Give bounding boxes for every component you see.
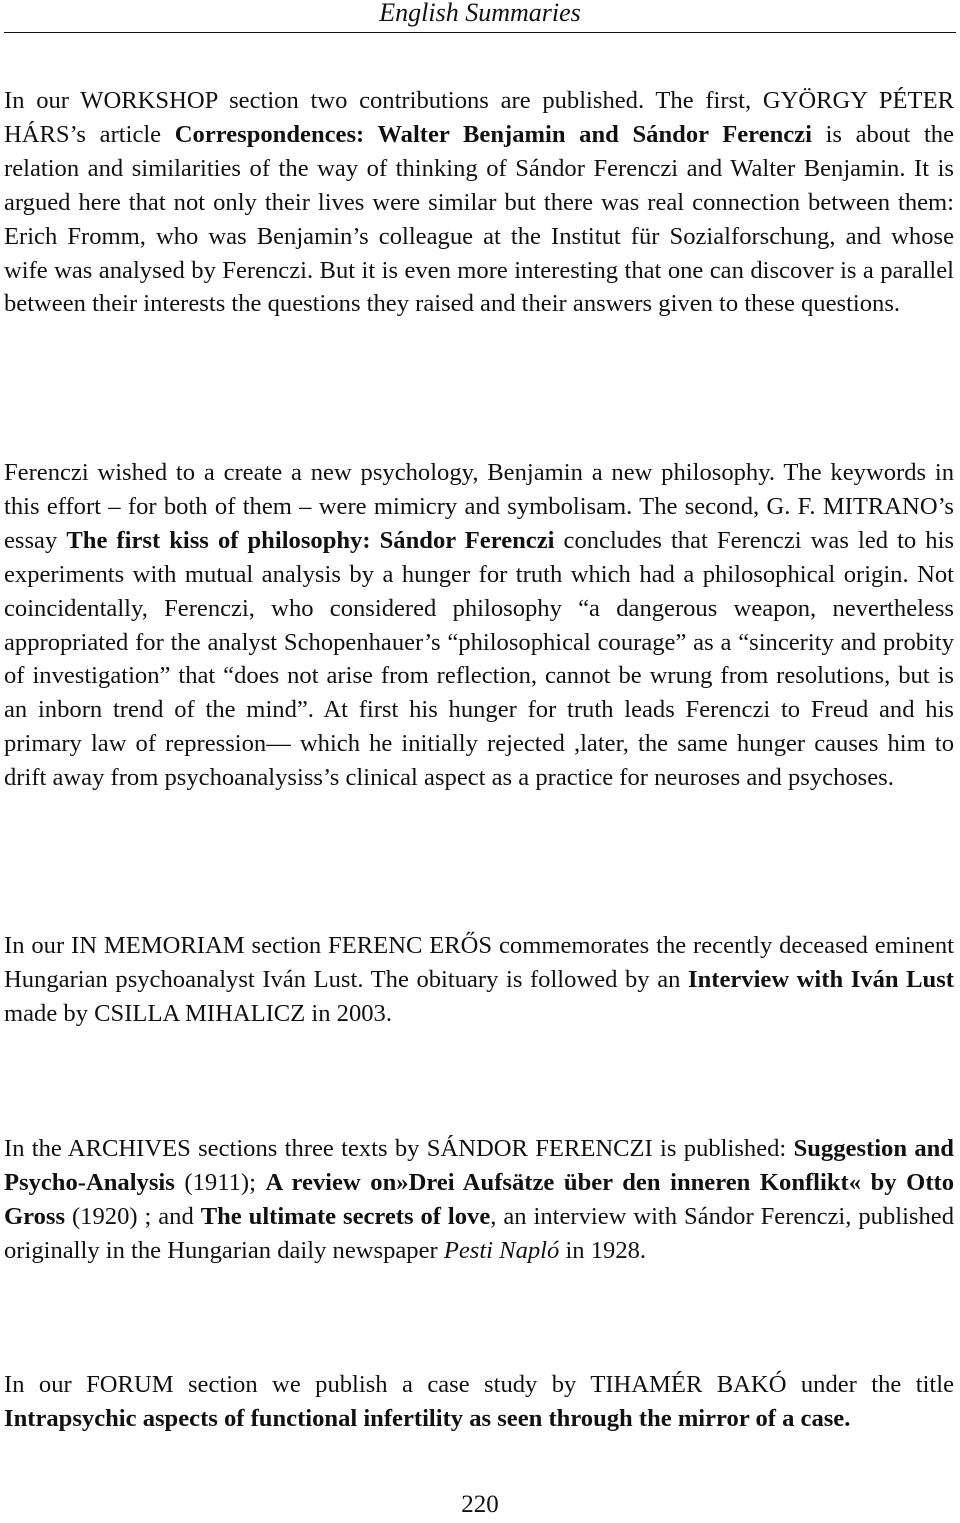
text-segment: In our WORKSHOP section two contributions are published. The first, GYÖRGY PÉTER HÁRS’s article	[4, 87, 954, 148]
page-number: 220	[461, 1491, 499, 1518]
text-segment: (1911);	[174, 1168, 266, 1196]
text-segment: Ferenczi wished to a create a new psychology, Benjamin a new philosophy. The keywords in this effort – for both of them – were mimicry and symbolisam. The second, G. F. MITRANO’s essay	[4, 459, 954, 554]
paragraph-forum	[4, 1368, 954, 1436]
article-title: Interview with Iván Lust	[688, 965, 954, 993]
text-segment: In the ARCHIVES sections three texts by SÁNDOR FERENCZI is published:	[4, 1135, 794, 1162]
text-segment: concludes that Ferenczi was led to his experiments with mutual analysis by a hunger for truth which had a philosophical origin. Not coincidentally, Ferenczi, who considered philosophy “a dangerous weapon, nevertheless appropriated for the analyst Schopenhauer’s “philosophical courage” as a “sincerity and probity of investigation” that “does not arise from reflection, cannot be wrung from resolutions, but is an inborn trend of the mind”. At first his hunger for truth leads Ferenczi to Freud and his primary law of repression— which he initially rejected ,later, the same hunger causes him to drift away from psychoanalysiss’s clinical aspect as a practice for neuroses and psychoses.	[4, 526, 955, 792]
running-header	[0, 0, 960, 32]
text-segment: In our IN MEMORIAM section FERENC ERŐS commemorates the recently deceased eminent Hungarian psychoanalyst Iván Lust. The obituary is followed by an	[4, 932, 954, 993]
header-title: English Summaries	[379, 0, 581, 27]
article-title: Intrapsychic aspects of functional infertility as seen through the mirror of a case.	[4, 1404, 851, 1432]
paragraph-workshop-intro	[4, 84, 954, 321]
paragraph-archives	[4, 1132, 954, 1268]
article-title: Correspondences: Walter Benjamin and Sándor Ferenczi	[174, 120, 812, 148]
text-segment: In our FORUM section we publish a case study by TIHAMÉR BAKÓ under the title	[4, 1371, 954, 1398]
article-title: A review on»Drei Aufsätze über den inneren Konflikt« by Otto Gross	[4, 1168, 954, 1230]
text-segment: (1920) ; and	[65, 1202, 201, 1230]
article-title: Suggestion and Psycho-Analysis	[4, 1135, 954, 1196]
text-segment: is about the relation and similarities of the way of thinking of Sándor Ferenczi and Walter Benjamin. It is argued here that not only their lives were similar but there was real connection between them: Erich Fromm, who was Benjamin’s colleague at the Institut für Sozialforschung, and whose wife was analysed by Ferenczi. But it is even more interesting that one can discover is a parallel between their interests the questions they raised and their answers given to these questions.	[4, 120, 954, 318]
article-title: The first kiss of philosophy: Sándor Ferenczi	[66, 526, 555, 554]
paragraph-in-memoriam	[4, 929, 954, 1031]
text-segment: made by CSILLA MIHALICZ in 2003.	[4, 999, 392, 1027]
text-segment: , an interview with Sándor Ferenczi, published originally in the Hungarian daily newspaper	[4, 1202, 954, 1264]
paragraph-workshop-mitrano	[4, 456, 954, 795]
newspaper-title: Pesti Napló	[443, 1236, 560, 1264]
header-rule	[4, 32, 956, 33]
text-segment: in 1928.	[559, 1236, 647, 1264]
article-title: The ultimate secrets of love	[200, 1202, 491, 1230]
